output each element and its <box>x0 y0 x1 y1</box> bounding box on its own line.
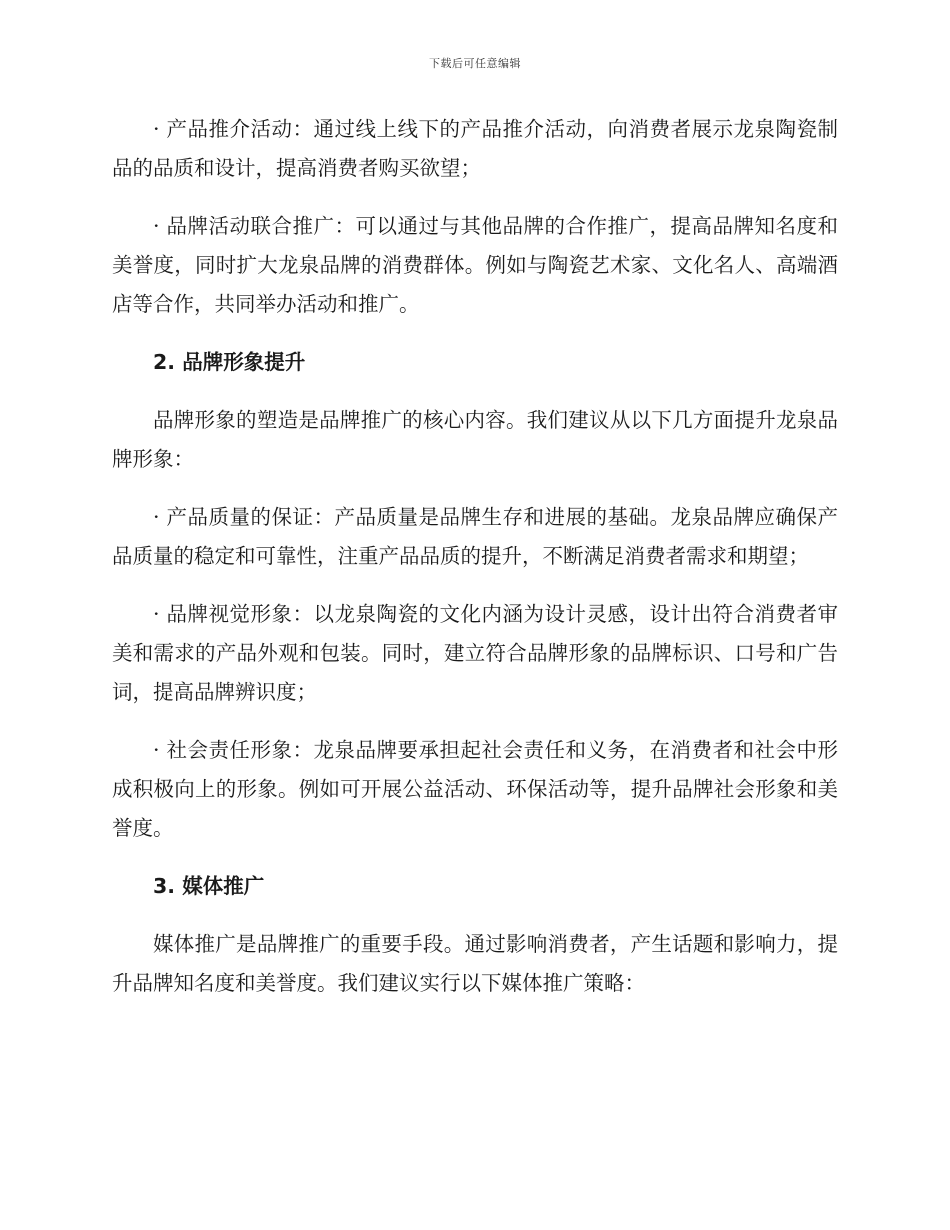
bullet-product-quality: · 产品质量的保证：产品质量是品牌生存和进展的基础。龙泉品牌应确保产品质量的稳定和可靠性，注重产品品质的提升，不断满足消费者需求和期望； <box>112 505 838 568</box>
document-body <box>112 110 838 1022</box>
paragraph-media-promotion-intro: 媒体推广是品牌推广的重要手段。通过影响消费者，产生话题和影响力，提升品牌知名度和美誉度。我们建议实行以下媒体推广策略： <box>112 932 838 995</box>
bullet-visual-image: · 品牌视觉形象：以龙泉陶瓷的文化内涵为设计灵感，设计出符合消费者审美和需求的产品外观和包装。同时，建立符合品牌形象的品牌标识、口号和广告词，提高品牌辨识度； <box>112 602 838 704</box>
bullet-brand-joint-promotion: · 品牌活动联合推广：可以通过与其他品牌的合作推广，提高品牌知名度和美誉度，同时扩大龙泉品牌的消费群体。例如与陶瓷艺术家、文化名人、高端酒店等合作，共同举办活动和推广。 <box>112 214 838 316</box>
bullet-social-responsibility: · 社会责任形象：龙泉品牌要承担起社会责任和义务，在消费者和社会中形成积极向上的形象。例如可开展公益活动、环保活动等，提升品牌社会形象和美誉度。 <box>112 738 838 840</box>
paragraph-brand-image-intro: 品牌形象的塑造是品牌推广的核心内容。我们建议从以下几方面提升龙泉品牌形象： <box>112 408 838 471</box>
section-heading-media-promotion: 3. 媒体推广 <box>153 874 265 898</box>
page-header: 下载后可任意编辑 <box>429 57 521 70</box>
section-heading-brand-image: 2. 品牌形象提升 <box>153 350 306 374</box>
bullet-product-promotion: · 产品推介活动：通过线上线下的产品推介活动，向消费者展示龙泉陶瓷制品的品质和设计，提高消费者购买欲望； <box>112 117 838 180</box>
